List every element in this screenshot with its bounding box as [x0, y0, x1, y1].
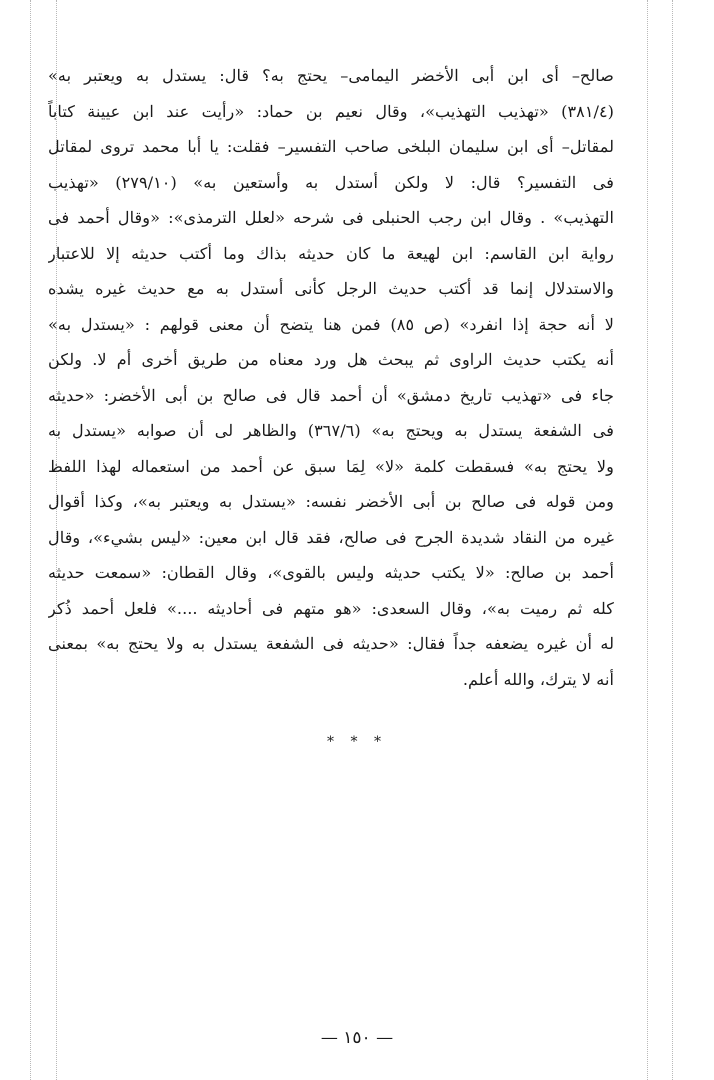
- margin-guide-line: [30, 0, 31, 1080]
- text-line: ومن قوله فى صالح بن أبى الأخضر نفسه: «يستدل به ويعتبر به»، وكذا أقوال: [48, 492, 614, 511]
- text-line: ولا يحتج به» فسقطت كلمة «لا» لِمَا سبق عن أحمد من استعماله لهذا اللفظ: [48, 456, 614, 476]
- text-line: غيره من النقاد شديدة الجرح فى صالح، فقد قال ابن معين: «ليس بشيء»، وقال: [48, 527, 614, 547]
- text-line: كله ثم رميت به»، وقال السعدى: «هو متهم فى أحاديثه ....» فلعل أحمد ذُكر: [48, 598, 614, 618]
- text-line: صالح– أى ابن أبى الأخضر اليمامى– يحتج به؟ قال: يستدل به ويعتبر به»: [48, 66, 614, 85]
- text-line: (٣٨١/٤) «تهذيب التهذيب»، وقال نعيم بن حماد: «رأيت عند ابن عيينة كتاباً: [48, 101, 614, 121]
- margin-guide-line: [672, 0, 673, 1080]
- text-line: فى الشفعة يستدل به ويحتج به» (٣٦٧/٦) والظاهر لى أن صوابه «يستدل به: [48, 421, 614, 440]
- text-line: له أن غيره يضعفه جداً فقال: «حديثه فى الشفعة يستدل به ولا يحتج به» بمعنى: [48, 634, 614, 653]
- text-line: جاء فى «تهذيب تاريخ دمشق» أن أحمد قال فى صالح بن أبى الأخضر: «حديثه: [48, 385, 614, 405]
- body-text: [48, 58, 614, 697]
- text-line: لمقاتل– أى ابن سليمان البلخى صاحب التفسير– فقلت: يا أبا محمد تروى لمقاتل: [48, 137, 614, 156]
- section-separator: * * *: [327, 734, 387, 750]
- text-line: التهذيب» . وقال ابن رجب الحنبلى فى شرحه «لعلل الترمذى»: «وقال أحمد فى: [48, 208, 614, 227]
- margin-guide-line: [647, 0, 648, 1080]
- text-line: أحمد بن صالح: «لا يكتب حديثه وليس بالقوى»، وقال القطان: «سمعت حديثه: [48, 563, 614, 582]
- text-line: لا أنه حجة إذا انفرد» (ص ٨٥) فمن هنا يتضح أن معنى قولهم : «يستدل به»: [48, 314, 614, 334]
- text-line: والاستدلال إنما قد أكتب حديث الرجل كأنى أستدل به مع حديث غيره يشده: [48, 279, 614, 298]
- text-line: أنه يكتب حديث الراوى ثم يبحث هل ورد معناه من طريق أخرى أم لا. ولكن: [48, 350, 614, 369]
- text-line: رواية ابن القاسم: ابن لهيعة ما كان حديثه بذاك وما أكتب حديثه إلا للاعتبار: [48, 243, 614, 263]
- text-line: فى التفسير؟ قال: لا ولكن أستدل به وأستعين به» (٢٧٩/١٠) «تهذيب: [48, 172, 614, 192]
- text-line: أنه لا يترك، والله أعلم.: [462, 669, 614, 689]
- page-number: — ١٥٠ —: [320, 1028, 394, 1048]
